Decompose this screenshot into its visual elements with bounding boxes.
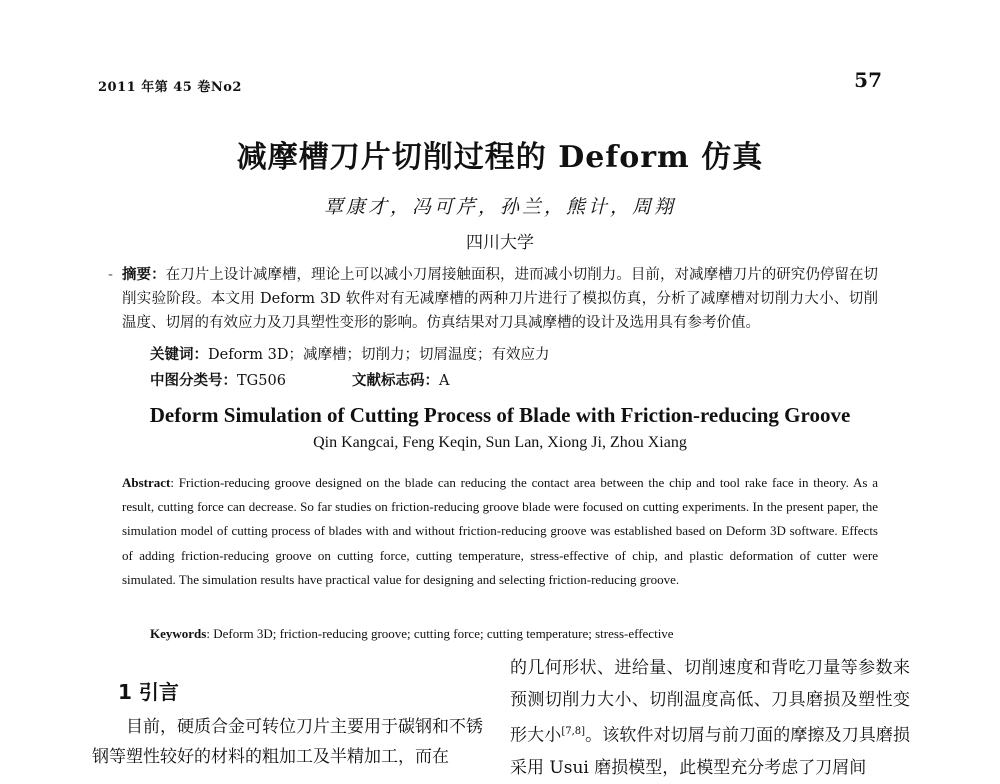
classification-number xyxy=(150,369,286,390)
body-left-column: 目前，硬质合金可转位刀片主要用于碳钢和不锈钢等塑性较好的材料的粗加工及半精加工，而在 xyxy=(92,717,483,767)
chinese-keywords-label: 关键词： xyxy=(150,346,208,363)
english-title: Deform Simulation of Cutting Process of Blade with Friction-reducing Groove xyxy=(149,403,851,427)
classification-value: TG506 xyxy=(237,373,286,389)
chinese-keywords-text: Deform 3D；减摩槽；切削力；切屑温度；有效应力 xyxy=(208,347,550,363)
chinese-abstract xyxy=(108,263,879,335)
document-code-label: 文献标志码： xyxy=(352,372,439,389)
english-abstract-label: Abstract xyxy=(122,475,171,490)
citation: [7,8] xyxy=(561,726,586,737)
chinese-affiliation: 四川大学 xyxy=(466,233,534,253)
abstract-dash: - xyxy=(108,267,113,283)
chinese-abstract-text: 在刀片上设计减摩槽，理论上可以减小刀屑接触面积，进而减小切削力。目前，对减摩槽刀片的研究仍停留在切削实验阶段。本文用 Deform 3D 软件对有无减摩槽的两种刀片进行了模拟仿真，分析了减摩槽对切削力大小、切削温度、切屑的有效应力及刀具塑性变形的影响。仿真结果对刀具减摩槽的设计及选用具有参考价值。 xyxy=(122,267,879,331)
body-right-text-a: 的几何形状、进给量、切削速度和背吃刀量等参数来预测切削力大小、切削温度高低、刀具磨损及塑性变形大小 xyxy=(510,658,910,746)
english-keywords xyxy=(150,626,674,642)
english-abstract xyxy=(122,471,878,592)
page-number: 57 xyxy=(854,68,882,92)
chinese-authors: 覃康才，冯可芹，孙兰，熊计，周翔 xyxy=(323,196,676,218)
chinese-keywords xyxy=(150,343,549,364)
english-keywords-text: : Deform 3D; friction-reducing groove; cutting force; cutting temperature; stress-effective xyxy=(206,626,674,641)
document-code-value: A xyxy=(439,373,450,389)
journal-issue: 2011 年第 45 卷No2 xyxy=(98,80,242,95)
classification-label: 中图分类号： xyxy=(150,372,237,389)
chinese-title: 减摩槽刀片切削过程的 Deform 仿真 xyxy=(236,140,764,175)
english-keywords-label: Keywords xyxy=(150,626,207,641)
body-right-text-b: 。该软件对切屑与前刀面的摩擦及刀具磨损采用 Usui 磨损模型，此模型充分考虑了刀屑间 xyxy=(510,725,911,778)
english-abstract-text: : Friction-reducing groove designed on the blade can reducing the contact area between the chip and tool rake face in theory. As a result, cutting force can decrease. So far studies on friction-reducing groove blade were focused on cutting experiments. In the present paper, the simulation model of cutting process of blades with and without friction-reducing groove was established based on Deform 3D software. Effects of adding friction-reducing groove on cutting force, cutting temperature, stress-effective of chip, and plastic deformation of cutter were simulated. The simulation results have practical value for designing and selecting friction-reducing groove. xyxy=(122,475,878,587)
chinese-abstract-label: 摘要： xyxy=(122,266,166,283)
english-authors: Qin Kangcai, Feng Keqin, Sun Lan, Xiong Ji, Zhou Xiang xyxy=(313,434,687,451)
document-code xyxy=(352,369,449,390)
section-title: 1 引言 xyxy=(118,680,179,704)
body-right-column xyxy=(510,652,910,784)
